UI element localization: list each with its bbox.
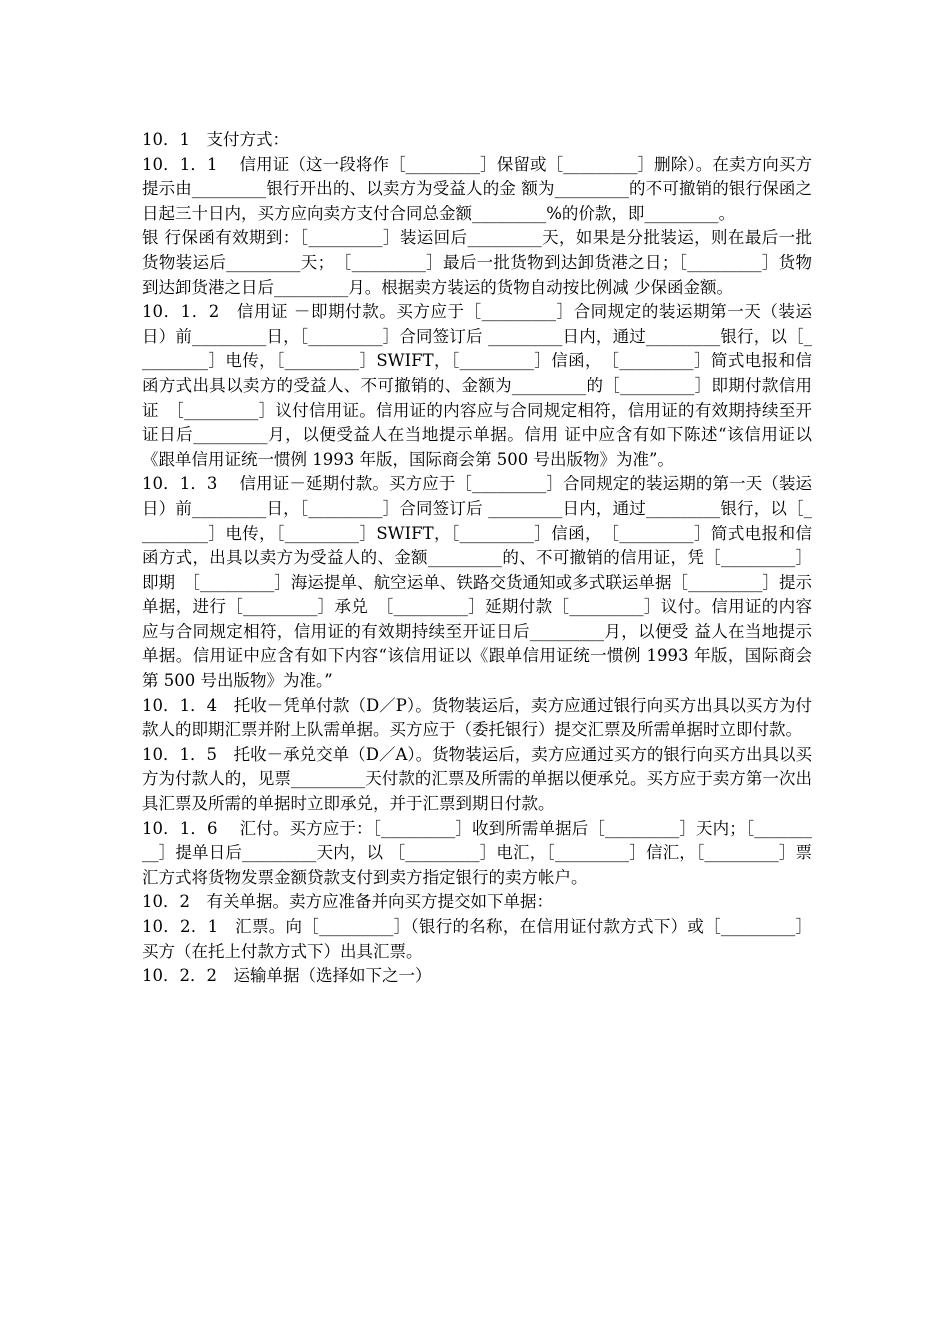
clause-guarantee-validity: 银 行保函有效期到：［_________］装运回后_________天，如果是分批装运，则在最后一批货物装运后_________天； ［_________］最后一批货物到达卸货港之日；［_________］货物到达卸货港之日后_________月。根据卖方装运的货物自动按比例减 少保函金额。: [142, 228, 812, 297]
clause-10-1-3-deferred-payment: 10．1．3 信用证－延期付款。买方应于［_________］合同规定的装运期的第一天（装运日）前_________日，［_________］合同签订后 _________日内，通过_________银行，以［_________］电传，［_________］SWIFT，［_________］信函， ［_________］简式电报和信函方式，出具以卖方为受益人的、金额_________的、不可撤销的信用证，凭［_________］即期 ［_________］海运提单、航空运单、铁路交货通知或多式联运单据［_________］提示单据，进行［_________］承兑 ［_________］延期付款［_________］议付。信用证的内容应与合同规定相符，信用证的有效期持续至开证日后_________月，以便受 益人在当地提示单据。信用证中应含有如下内容“该信用证以《跟单信用证统一惯例 1993 年版，国际商会第 500 号出版物》为准。”: [142, 474, 812, 691]
clause-10-2-2-transport-documents: 10．2．2 运输单据（选择如下之一）: [142, 966, 432, 986]
document-page: [142, 128, 812, 989]
clause-10-2-1-draft: 10．2．1 汇票。向［_________］（银行的名称，在信用证付款方式下）或［_________］买方（在托上付款方式下）出具汇票。: [142, 917, 812, 961]
section-10-1-heading: 10．1 支付方式：: [142, 130, 289, 149]
clause-10-1-2-sight-payment: 10．1．2 信用证 －即期付款。买方应于［_________］合同规定的装运期第一天（装运日）前_________日，［_________］合同签订后 _________日内，通过_________银行，以［_________］电传，［_________］SWIFT，［_________］信函， ［_________］简式电报和信函方式出具以卖方的受益人、不可撤销的、金额为_________的［_________］即期付款信用证 ［_________］议付信用证。信用证的内容应与合同规定相符，信用证的有效期持续至开证日后_________月，以便受益人在当地提示单据。信用 证中应含有如下陈述“该信用证以《跟单信用证统一惯例 1993 年版，国际商会第 500 号出版物》为准”。: [142, 302, 812, 469]
section-10-2-heading: 10．2 有关单据。卖方应准备并向买方提交如下单据：: [142, 892, 553, 912]
clause-10-1-1-letter-of-guarantee: 10．1．1 信用证（这一段将作［_________］保留或［_________］删除）。在卖方向买方提示由_________银行开出的、以卖方为受益人的金 额为_________的不可撤销的银行保函之日起三十日内，买方应向卖方支付合同总金额_________%的价款，即_________。: [142, 154, 812, 223]
clause-10-1-6-remittance: 10．1．6 汇付。买方应于：［_________］收到所需单据后［_________］天内；［_________］提单日后_________天内，以 ［_________］电汇，［_________］信汇，［_________］票汇方式将货物发票金额贷款支付到卖方指定银行的卖方帐户。: [142, 818, 812, 887]
clause-10-1-4-documents-against-payment: 10．1．4 托收－凭单付款（D／P）。货物装运后，卖方应通过银行向买方出具以买方为付款人的即期汇票并附上队需单据。买方应于（委托银行）提交汇票及所需单据时立即付款。: [142, 695, 812, 740]
clause-10-1-5-documents-against-acceptance: 10．1．5 托收－承兑交单（D／A）。货物装运后，卖方应通过买方的银行向买方出具以买方为付款人的，见票_________天付款的汇票及所需的单据以便承兑。买方应于卖方第一次出具汇票及所需的单据时立即承兑，并于汇票到期日付款。: [142, 744, 812, 814]
